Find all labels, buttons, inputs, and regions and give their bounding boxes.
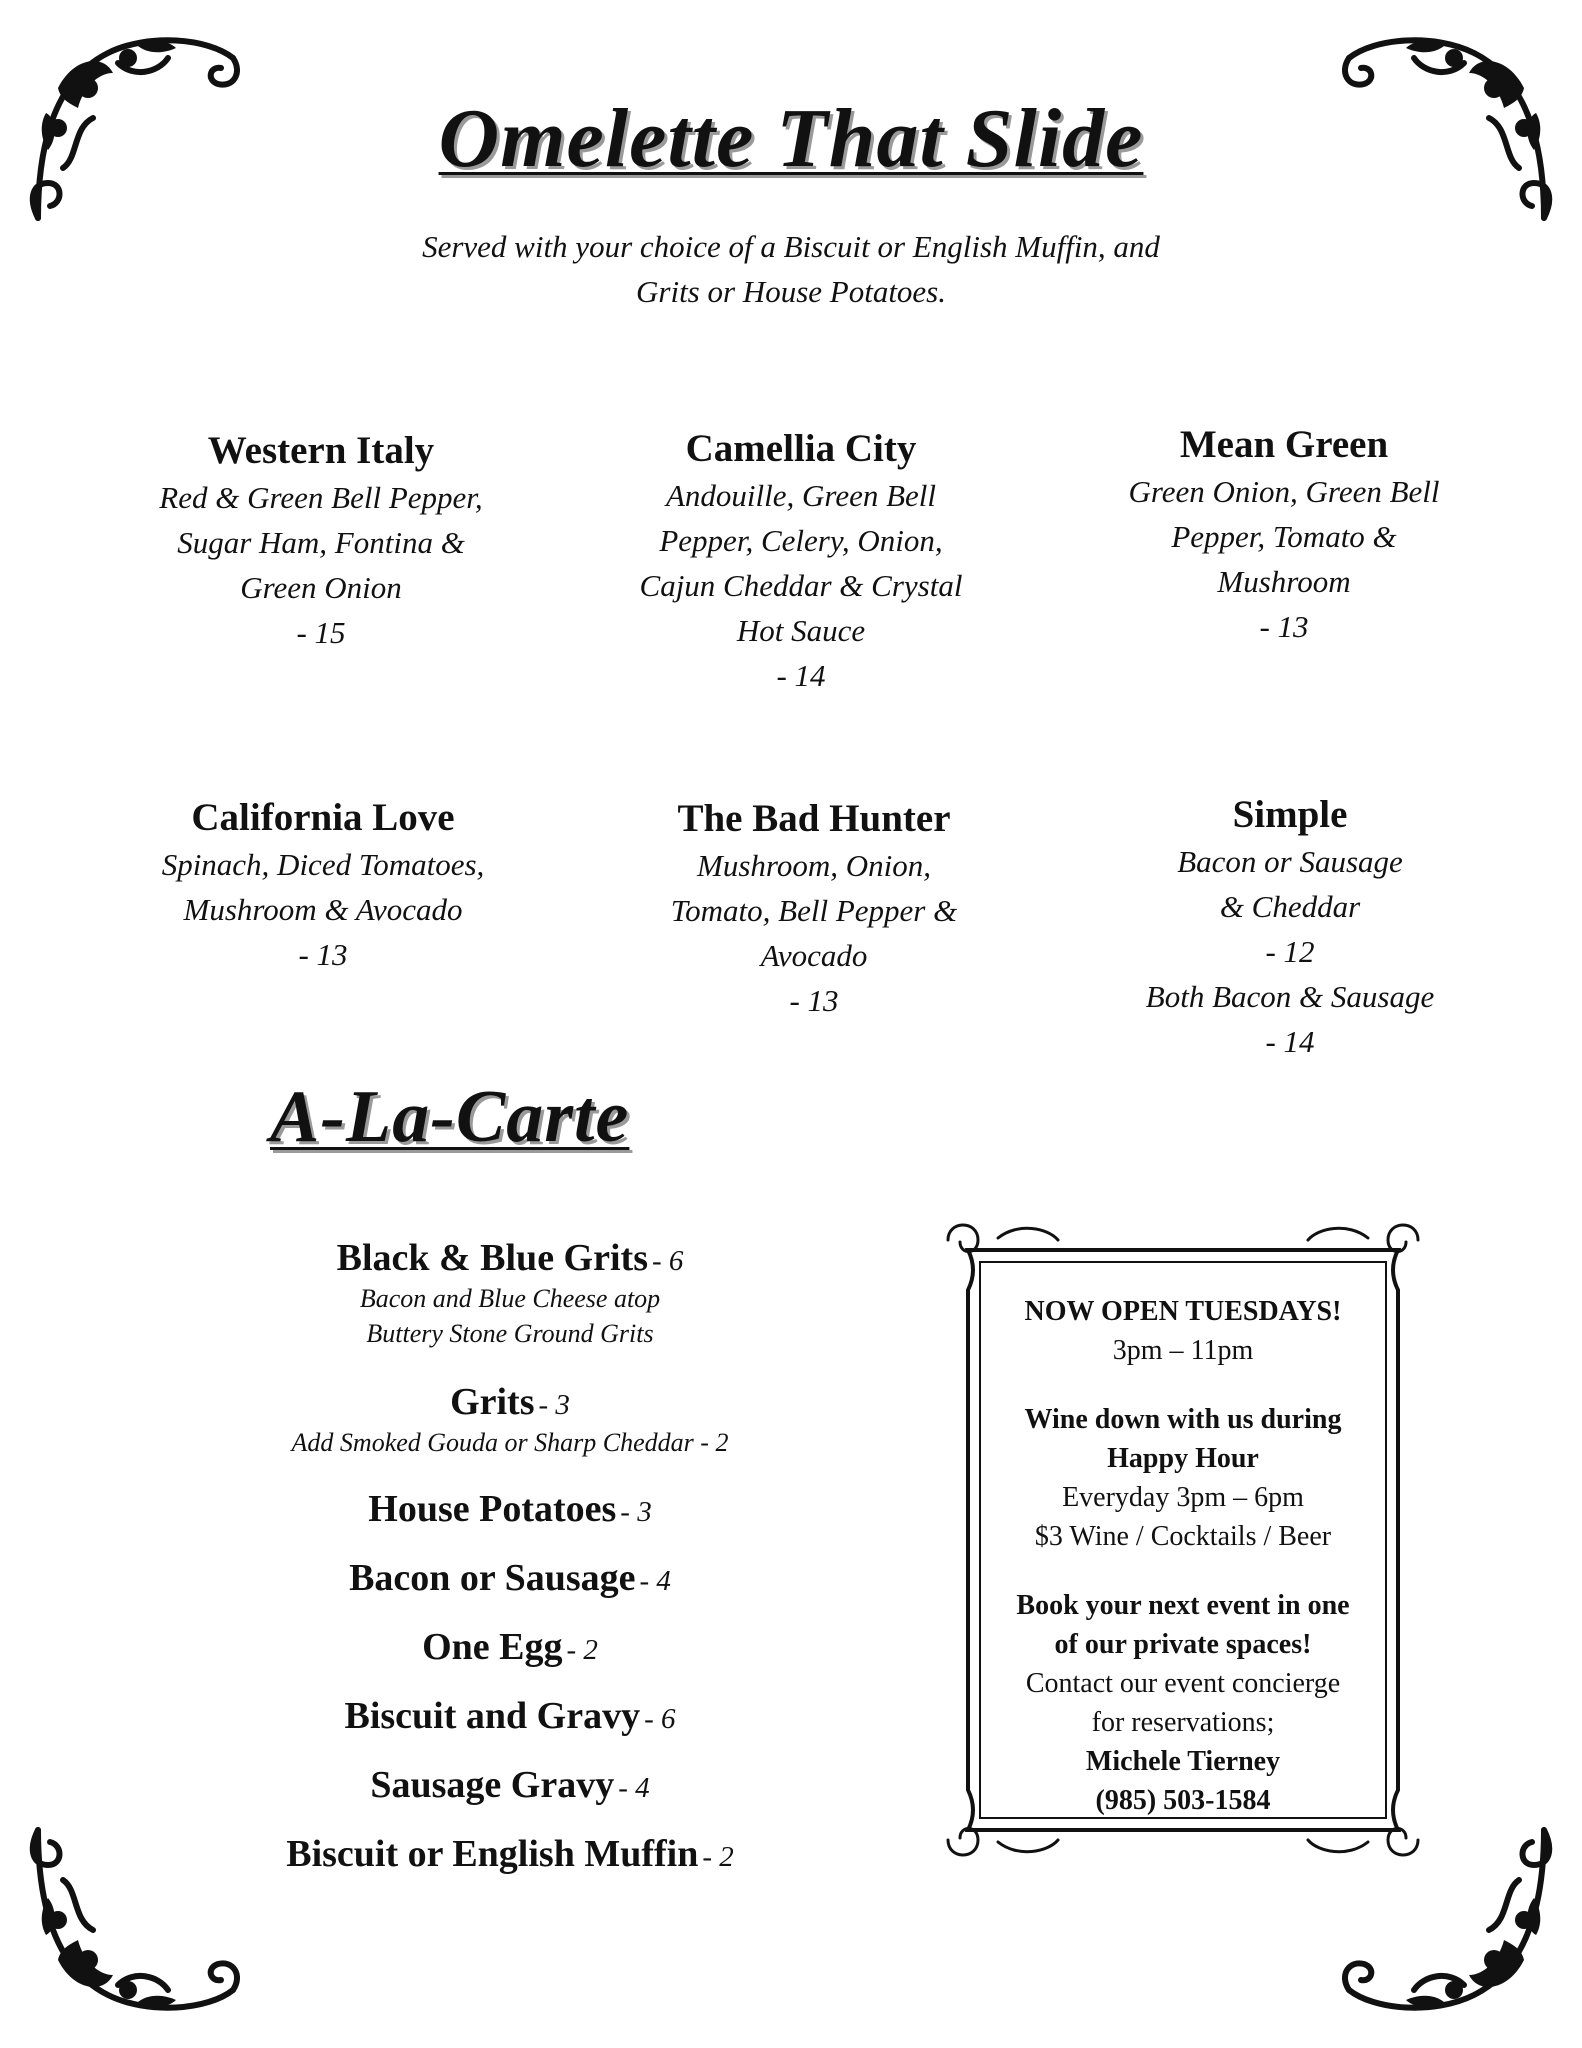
dish-ingredients: Green Onion [240, 570, 402, 605]
item-price: - 6 [651, 1245, 684, 1277]
happy-hour-deal: $3 Wine / Cocktails / Beer [1034, 1521, 1332, 1552]
page-title: Omelette That Slide [438, 92, 1144, 185]
happy-hour-heading: Wine down with us during [1024, 1404, 1342, 1435]
dish-name: Camellia City [685, 427, 917, 470]
item-name: Bacon or Sausage [349, 1557, 636, 1599]
item-name: Sausage Gravy [370, 1764, 615, 1806]
alacarte-item [200, 1624, 820, 1670]
dish-price: - 15 [296, 615, 346, 650]
item-name: One Egg [422, 1626, 563, 1668]
item-name: Black & Blue Grits [336, 1237, 648, 1279]
dish-ingredients: & Cheddar [1219, 889, 1361, 924]
contact-phone: (985) 503-1584 [1095, 1785, 1271, 1816]
spacer [968, 1556, 1398, 1586]
announcement-text [968, 1292, 1398, 1820]
alacarte-item [200, 1831, 820, 1877]
subtitle [0, 224, 1582, 314]
dish-price: - 14 [776, 658, 826, 693]
dish-ingredients: Both Bacon & Sausage [1145, 979, 1435, 1014]
alacarte-item [200, 1555, 820, 1601]
subtitle-line: Served with your choice of a Biscuit or English Muffin, and [422, 229, 1160, 264]
item-description: Add Smoked Gouda or Sharp Cheddar - 2 [291, 1428, 729, 1457]
item-price: - 6 [644, 1703, 676, 1735]
announcement-heading: NOW OPEN TUESDAYS! [1024, 1296, 1342, 1327]
menu-item-western-italy [121, 428, 521, 655]
menu-item-simple [1090, 792, 1490, 1064]
alacarte-item [200, 1693, 820, 1739]
item-price: - 4 [639, 1565, 671, 1597]
alacarte-item [200, 1379, 820, 1460]
dish-ingredients: Red & Green Bell Pepper, [159, 480, 483, 515]
dish-ingredients: Pepper, Celery, Onion, [659, 523, 943, 558]
alacarte-item [200, 1486, 820, 1532]
event-heading: of our private spaces! [1054, 1629, 1312, 1660]
event-text: Contact our event concierge [1025, 1668, 1341, 1699]
dish-ingredients: Pepper, Tomato & [1171, 519, 1397, 554]
item-name: Biscuit or English Muffin [286, 1833, 699, 1875]
menu-item-california-love [123, 795, 523, 977]
dish-ingredients: Avocado [760, 938, 868, 973]
spacer [968, 1370, 1398, 1400]
item-name: Biscuit and Gravy [344, 1695, 641, 1737]
event-heading: Book your next event in one [1016, 1590, 1350, 1621]
item-description: Bacon and Blue Cheese atop [359, 1284, 661, 1313]
dish-ingredients: Bacon or Sausage [1177, 844, 1403, 879]
item-price: - 3 [620, 1496, 652, 1528]
dish-name: Western Italy [207, 429, 435, 472]
dish-ingredients: Sugar Ham, Fontina & [177, 525, 465, 560]
item-price: - 3 [538, 1389, 570, 1421]
dish-ingredients: Green Onion, Green Bell [1128, 474, 1440, 509]
dish-name: California Love [191, 796, 455, 839]
alacarte-item [200, 1235, 820, 1351]
dish-ingredients: Mushroom & Avocado [183, 892, 463, 927]
item-name: Grits [450, 1381, 535, 1423]
announcement-box [938, 1210, 1428, 1870]
item-name: House Potatoes [368, 1488, 617, 1530]
alacarte-list [200, 1235, 820, 1877]
dish-price: - 12 [1265, 934, 1315, 969]
menu-item-mean-green [1084, 422, 1484, 649]
item-price: - 4 [618, 1772, 650, 1804]
event-text: for reservations; [1091, 1707, 1275, 1738]
menu-item-camellia-city [601, 426, 1001, 698]
dish-name: The Bad Hunter [677, 797, 951, 840]
dish-ingredients: Mushroom [1217, 564, 1351, 599]
dish-ingredients: Spinach, Diced Tomatoes, [161, 847, 485, 882]
item-price: - 2 [702, 1841, 734, 1873]
dish-ingredients: Tomato, Bell Pepper & [670, 893, 958, 928]
dish-price: - 14 [1265, 1024, 1315, 1059]
subtitle-line: Grits or House Potatoes. [636, 274, 946, 309]
item-price: - 2 [566, 1634, 598, 1666]
dish-price: - 13 [789, 983, 839, 1018]
dish-ingredients: Cajun Cheddar & Crystal [639, 568, 963, 603]
alacarte-title: A-La-Carte [270, 1076, 630, 1158]
contact-name: Michele Tierney [1085, 1746, 1281, 1777]
dish-ingredients: Mushroom, Onion, [697, 848, 931, 883]
menu-item-the-bad-hunter [614, 796, 1014, 1023]
dish-price: - 13 [1259, 609, 1309, 644]
happy-hour-time: Everyday 3pm – 6pm [1062, 1482, 1304, 1513]
dish-price: - 13 [298, 937, 348, 972]
item-description: Buttery Stone Ground Grits [366, 1319, 654, 1348]
alacarte-item [200, 1762, 820, 1808]
announcement-hours: 3pm – 11pm [1112, 1335, 1254, 1366]
dish-ingredients: Andouille, Green Bell [665, 478, 937, 513]
dish-ingredients: Hot Sauce [736, 613, 866, 648]
dish-name: Simple [1232, 793, 1348, 836]
happy-hour-heading: Happy Hour [1107, 1443, 1259, 1474]
dish-name: Mean Green [1179, 423, 1389, 466]
